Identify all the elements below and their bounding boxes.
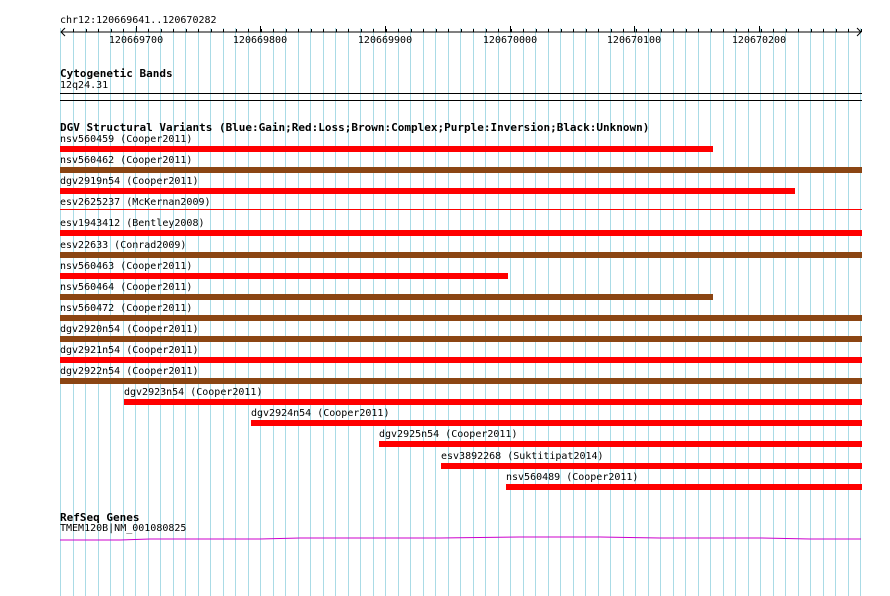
variant-bar[interactable] — [60, 167, 862, 173]
refseq-gene-model[interactable] — [0, 533, 890, 545]
refseq-gene-label[interactable]: TMEM120B|NM_001080825 — [60, 523, 187, 534]
variant-label[interactable]: nsv560464 (Cooper2011) — [60, 281, 193, 293]
variant-label[interactable]: dgv2923n54 (Cooper2011) — [124, 387, 263, 399]
ruler-tick-label: 120670000 — [482, 35, 538, 46]
variant-bar[interactable] — [60, 294, 713, 300]
variant-bar[interactable] — [379, 441, 862, 447]
cytoband-track-title: Cytogenetic Bands — [60, 67, 173, 80]
variant-label[interactable]: esv2625237 (McKernan2009) — [60, 197, 211, 209]
variant-bar[interactable] — [60, 209, 862, 210]
variant-label[interactable]: dgv2920n54 (Cooper2011) — [60, 323, 199, 335]
variant-bar[interactable] — [60, 146, 713, 152]
variant-label[interactable]: dgv2919n54 (Cooper2011) — [60, 176, 199, 188]
variant-label[interactable]: esv22633 (Conrad2009) — [60, 239, 187, 251]
variant-bar[interactable] — [60, 378, 862, 384]
variant-bar[interactable] — [124, 399, 862, 405]
ruler-tick-label: 120669900 — [357, 35, 413, 46]
variant-bar[interactable] — [60, 188, 795, 194]
variant-label[interactable]: esv1943412 (Bentley2008) — [60, 218, 205, 230]
location-label: chr12:120669641..120670282 — [60, 15, 217, 26]
cytoband-line-bottom — [60, 100, 862, 101]
variant-bar[interactable] — [60, 315, 862, 321]
variant-bar[interactable] — [251, 420, 862, 426]
variant-label[interactable]: esv3892268 (Suktitipat2014) — [441, 450, 604, 462]
variant-label[interactable]: nsv560459 (Cooper2011) — [60, 134, 193, 145]
variant-bar[interactable] — [441, 463, 862, 469]
cytoband-label: 12q24.31 — [60, 80, 109, 91]
ruler-tick-label: 120669800 — [232, 35, 288, 46]
variant-label[interactable]: nsv560489 (Cooper2011) — [506, 471, 639, 483]
cytoband-line-top — [60, 93, 862, 94]
ruler-tick-label: 120670200 — [731, 35, 787, 46]
variant-bar[interactable] — [60, 230, 862, 236]
variant-bar[interactable] — [60, 357, 862, 363]
variant-label[interactable]: nsv560462 (Cooper2011) — [60, 155, 193, 167]
variant-label[interactable]: dgv2924n54 (Cooper2011) — [251, 408, 390, 420]
dgv-track-title: DGV Structural Variants (Blue:Gain;Red:Loss;Brown:Complex;Purple:Inversion;Black:Unknown) — [60, 121, 650, 134]
ruler-tick-label: 120670100 — [606, 35, 662, 46]
ruler-tick-label: 120669700 — [108, 35, 164, 46]
variant-bar[interactable] — [60, 252, 862, 258]
variant-label[interactable]: dgv2921n54 (Cooper2011) — [60, 345, 199, 356]
variant-label[interactable]: dgv2925n54 (Cooper2011) — [379, 429, 518, 441]
variant-label[interactable]: nsv560463 (Cooper2011) — [60, 260, 193, 272]
variant-label[interactable]: nsv560472 (Cooper2011) — [60, 302, 193, 314]
refseq-track-title: RefSeq Genes — [60, 511, 140, 524]
variant-bar[interactable] — [60, 336, 862, 342]
variant-bar[interactable] — [506, 484, 862, 490]
variant-bar[interactable] — [60, 273, 508, 279]
variant-label[interactable]: dgv2922n54 (Cooper2011) — [60, 366, 199, 378]
